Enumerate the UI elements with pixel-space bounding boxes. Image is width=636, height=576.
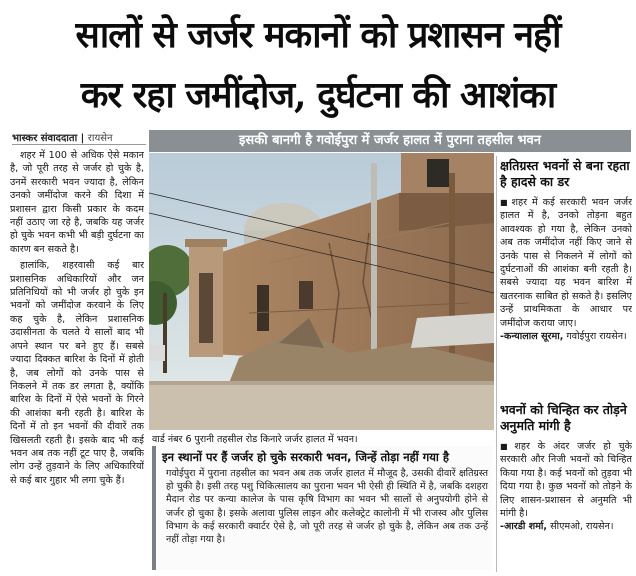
square-bullet-icon: ■ bbox=[500, 198, 510, 207]
left-article-column bbox=[10, 149, 144, 574]
quote-1-place: गवोईपुरा रायसेन। bbox=[566, 331, 627, 343]
quote-2-place: सीएमओ, रायसेन। bbox=[550, 521, 614, 533]
dilapidated-building-image bbox=[149, 153, 494, 430]
right-quote-2-body: शहर के अंदर जर्जर हो चुके सरकारी और निजी भवनों को चिन्हित किया गया है। कई भवनों को तुड़वा भी दिया गया है। कुछ भवनों को तोड़ने के लिए शासन-प्रशासन से अनुमति भी मांगी है। bbox=[500, 441, 632, 520]
right-quote-1 bbox=[500, 196, 632, 396]
left-paragraph-2: हालांकि, शहरवासी कई बार प्रशासनिक अधिकारियों और जन प्रतिनिधियों को भी जर्जर हो चुके इन भवनों को जमींदोज करवाने के लिए कह चुके है, लेकिन प्रशासनिक उदासीनता के चलते ये सालों बाद भी अपने स्थान पर बने हुए हैं। सबसे ज्यादा दिक्कत बारिश के दिनों में होती है, जब लोगों को उनके पास से निकलने में तक डर लगता है, क्योंकि बारिश के दिनों में ऐसे भवनों के गिरने की आशंका बनी रहती है। बारिश के दिनों में तो इन भवनों की दीवारें तक खिसलती रहती है। इसके बाद भी कई भवन अब तक नहीं टूट पाए है, जबकि लोग उन्हें तुड़वाने के लिए अधिकारियों से कई बार गुहार भी लगा चुके हैं। bbox=[10, 260, 144, 486]
byline-rule bbox=[12, 144, 146, 145]
dateline-place: रायसेन bbox=[87, 133, 113, 144]
building-photo bbox=[149, 153, 494, 430]
square-bullet-icon: ■ bbox=[500, 442, 513, 451]
photo-banner: इसकी बानगी है गवोईपुरा में जर्जर हालत में पुराना तहसील भवन bbox=[149, 130, 631, 152]
inset-box-title: इन स्थानों पर हैं जर्जर हो चुके सरकारी भवन, जिन्हें तोड़ा नहीं गया है bbox=[162, 450, 449, 464]
right-quote-1-body: शहर में कई सरकारी भवन जर्जर हालत में है, उनको तोड़ना बहुत आवश्यक हो गया है, लेकिन उनको अब तक जमींदोज नहीं किए जाने से उनके पास से निकलने में लोगों को दुर्घटनाओं की आशंका बनी रहती है। सबसे ज्यादा यह भवन बारिश में खतरनाक साबित हो सकते है। इसलिए उन्हें प्राथमिकता के आधार पर जमींदोज कराया जाए। bbox=[500, 197, 632, 329]
right-heading-1: क्षतिग्रस्त भवनों से बना रहता है हादसे का डर bbox=[500, 158, 630, 189]
headline-line-1: सालों से जर्जर मकानों को प्रशासन नहीं bbox=[75, 14, 561, 56]
right-quote-2 bbox=[500, 440, 632, 574]
left-paragraph-1: शहर में 100 से अधिक ऐसे मकान है, जो पूरी तरह से जर्जर हो चुके है, उनमें सरकारी भवन ज्यादा है, लेकिन उनको जमींदोज करने की दिशा में प्रशासन द्वारा किसी प्रकार के कदम नहीं उठाए जा रहे है, जबकि यह जर्जर हो चुके भवन कभी भी बड़ी दुर्घटना का कारण बन सकते है। bbox=[10, 150, 144, 255]
inset-box-body: गवोईपुरा में पुराना तहसील का भवन अब तक जर्जर हालत में मौजूद है, उसकी दीवारें क्षतिग्रस्त हो चुकी है। इसी तरह पशु चिकित्सालय का पुराना भवन भी ऐसी ही स्थिति में है, जबकि दशहरा मैदान रोड पर कन्या कालेज के पास कृषि विभाग का भवन भी सालों से अनुपयोगी होने से जर्जर हो चुका है। इसके अलावा पुलिस लाइन और कलेक्ट्रेट कालोनी में भी राजस्व और पुलिस विभाग के कई सरकारी क्वार्टर ऐसे है, जो पूरी तरह से जर्जर हो चुके है, लेकिन अब तक उन्हें नहीं तोड़ा गया है। bbox=[166, 468, 488, 546]
inset-box bbox=[152, 446, 492, 570]
right-heading-2: भवनों को चिन्हित कर तोड़ने अनुमति मांगी है bbox=[500, 402, 627, 433]
headline-line-2: कर रहा जमींदोज, दुर्घटना की आशंका bbox=[80, 74, 556, 116]
byline: भास्कर संवाददाता | रायसेन bbox=[12, 133, 113, 144]
photo-caption: वार्ड नंबर 6 पुरानी तहसील रोड किनारे जर्जर हालत में भवन। bbox=[152, 434, 358, 445]
reporter-name: भास्कर संवाददाता bbox=[12, 133, 78, 144]
quote-1-author: -कन्यालाल सूरमा, bbox=[500, 331, 564, 343]
column-divider bbox=[496, 156, 497, 572]
quote-2-author: -आरडी शर्मा, bbox=[500, 521, 548, 533]
